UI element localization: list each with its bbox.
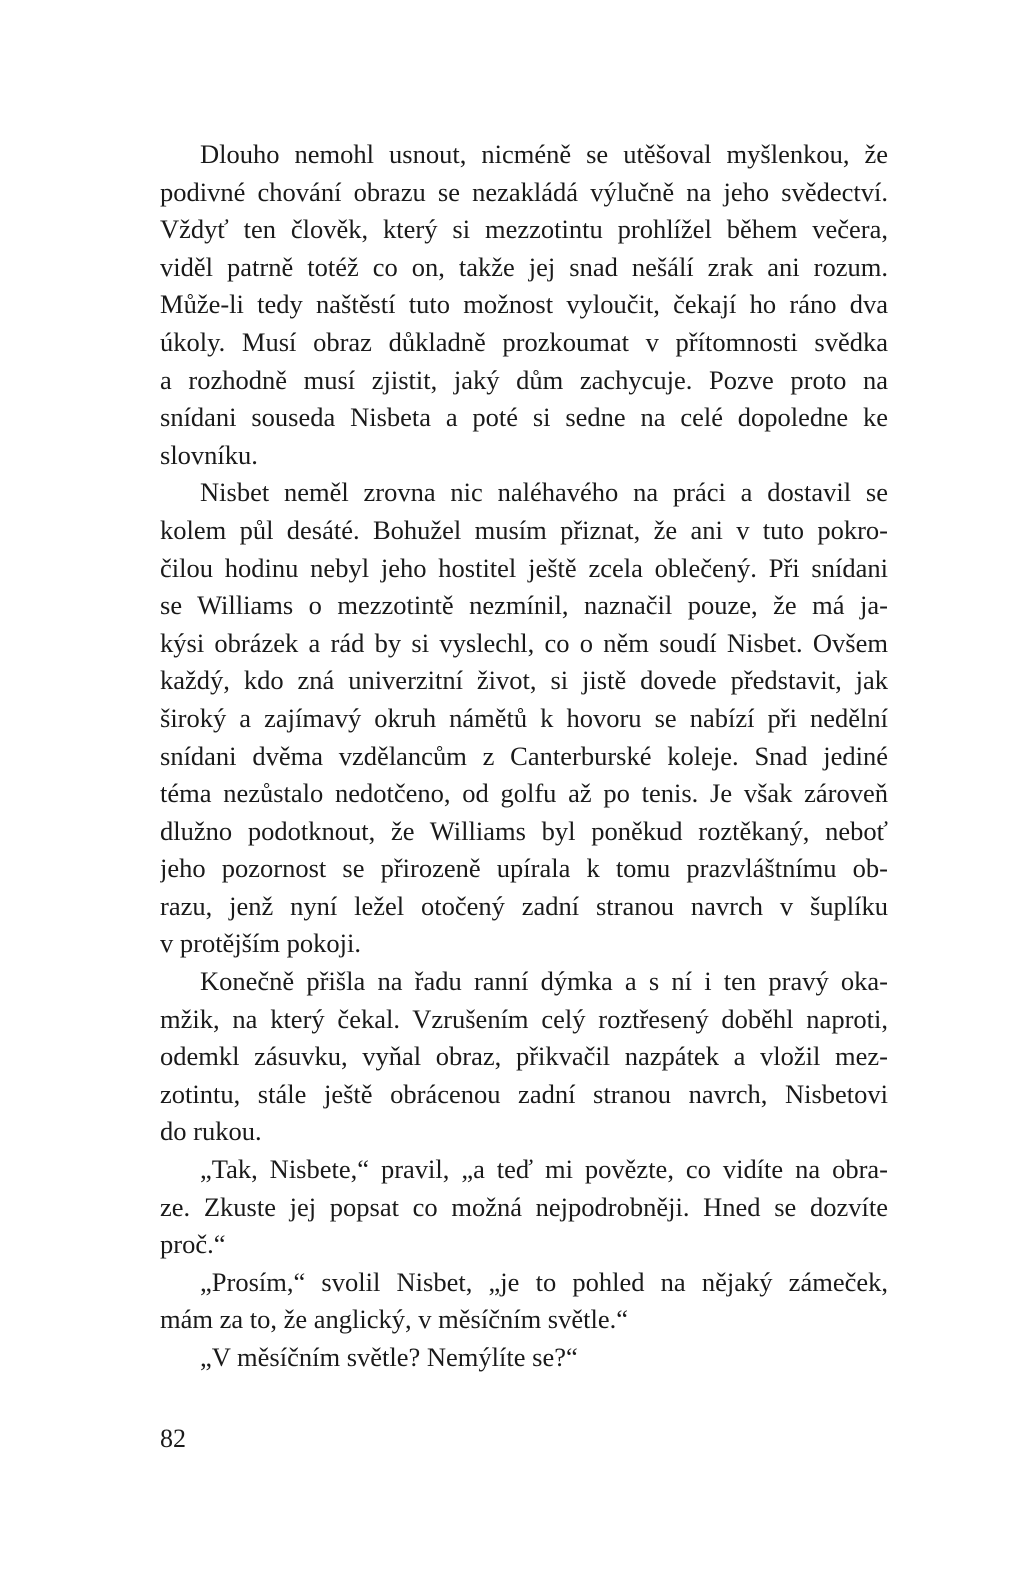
text-line: úkoly. Musí obraz důkladně prozkoumat v přítomnosti svědka bbox=[160, 326, 888, 357]
text-line: Může-li tedy naštěstí tuto možnost vyloučit, čekají ho ráno dva bbox=[160, 289, 888, 320]
text-line: v protějším pokoji. bbox=[160, 928, 361, 959]
paragraph bbox=[160, 1151, 888, 1264]
text-line: kýsi obrázek a rád by si vyslechl, co o něm soudí Nisbet. Ovšem bbox=[160, 627, 888, 658]
text-line: Dlouho nemohl usnout, nicméně se utěšoval myšlenkou, že bbox=[200, 139, 888, 169]
text-line: téma nezůstalo nedotčeno, od golfu až po tenis. Je však zároveň bbox=[160, 778, 888, 809]
body-text bbox=[160, 136, 888, 1377]
text-line: do rukou. bbox=[160, 1116, 262, 1147]
text-line: Nisbet neměl zrovna nic naléhavého na práci a dostavil se bbox=[200, 477, 888, 508]
text-line: dlužno podotknout, že Williams byl poněkud roztěkaný, neboť bbox=[160, 815, 888, 846]
text-line: jeho pozornost se přirozeně upírala k tomu prazvláštnímu ob- bbox=[160, 853, 888, 884]
text-line: „V měsíčním světle? Nemýlíte se?“ bbox=[200, 1342, 578, 1372]
paragraph bbox=[160, 1264, 888, 1339]
text-line: razu, jenž nyní ležel otočený zadní stranou navrch v šuplíku bbox=[160, 890, 888, 921]
text-line: proč.“ bbox=[160, 1229, 226, 1260]
page-number: 82 bbox=[160, 1424, 186, 1453]
text-line: mám za to, že anglický, v měsíčním světle.“ bbox=[160, 1304, 629, 1335]
paragraph bbox=[160, 474, 888, 963]
text-line: podivné chování obrazu se nezakládá výlučně na jeho svědectví. bbox=[160, 176, 888, 207]
text-line: „Prosím,“ svolil Nisbet, „je to pohled na nějaký zámeček, bbox=[200, 1266, 888, 1297]
text-line: mžik, na který čekal. Vzrušením celý roztřesený doběhl naproti, bbox=[160, 1003, 888, 1034]
text-line: snídani souseda Nisbeta a poté si sedne na celé dopoledne ke bbox=[160, 402, 888, 433]
text-line: ze. Zkuste jej popsat co možná nejpodrobněji. Hned se dozvíte bbox=[160, 1191, 888, 1222]
text-line: zotintu, stále ještě obrácenou zadní stranou navrch, Nisbetovi bbox=[160, 1078, 888, 1109]
text-line: se Williams o mezzotintě nezmínil, naznačil pouze, že má ja- bbox=[160, 590, 888, 621]
text-line: slovníku. bbox=[160, 439, 258, 470]
paragraph bbox=[160, 963, 888, 1151]
text-line: Vždyť ten člověk, který si mezzotintu prohlížel během večera, bbox=[160, 214, 888, 245]
text-line: a rozhodně musí zjistit, jaký dům zachycuje. Pozve proto na bbox=[160, 364, 888, 395]
text-line: Konečně přišla na řadu ranní dýmka a s ní i ten pravý oka- bbox=[200, 966, 888, 997]
text-line: každý, kdo zná univerzitní život, si jistě dovede představit, jak bbox=[160, 665, 888, 696]
paragraph bbox=[160, 136, 888, 474]
text-line: kolem půl desáté. Bohužel musím přiznat, že ani v tuto pokro- bbox=[160, 514, 888, 545]
text-line: čilou hodinu nebyl jeho hostitel ještě zcela oblečený. Při snídani bbox=[160, 552, 888, 583]
text-line: odemkl zásuvku, vyňal obraz, přikvačil nazpátek a vložil mez- bbox=[160, 1041, 888, 1072]
text-line: „Tak, Nisbete,“ pravil, „a teď mi povězte, co vidíte na obra- bbox=[200, 1154, 888, 1185]
text-line: snídani dvěma vzdělancům z Canterburské koleje. Snad jediné bbox=[160, 740, 888, 771]
text-line: viděl patrně totéž co on, takže jej snad nešálí zrak ani rozum. bbox=[160, 251, 888, 282]
paragraph bbox=[160, 1339, 888, 1377]
text-line: široký a zajímavý okruh námětů k hovoru se nabízí při nedělní bbox=[160, 702, 888, 733]
